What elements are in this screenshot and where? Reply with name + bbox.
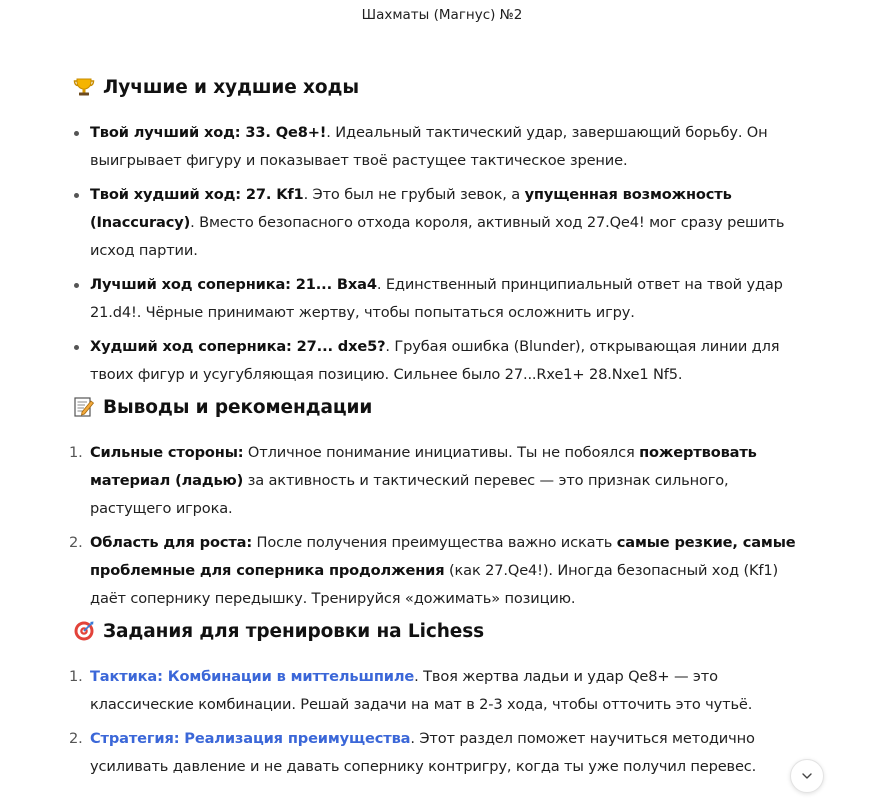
item-number: 2.	[69, 730, 83, 747]
item-lead: Лучший ход соперника: 21... Bxa4	[90, 276, 377, 293]
section-heading-lichess-tasks	[73, 620, 484, 642]
list-item	[69, 663, 813, 719]
list-item	[73, 271, 813, 327]
section-heading-text: Лучшие и худшие ходы	[103, 76, 359, 98]
scroll-to-bottom-button[interactable]	[790, 759, 824, 793]
item-emphasis: упущенная возможность (Inaccuracy)	[90, 186, 732, 231]
item-number: 2.	[69, 534, 83, 551]
item-text: . Твоя жертва ладьи и удар Qe8+ — это классические комбинации. Решай задачи на мат в 2-3 хода, чтобы отточить это чутьё.	[90, 668, 753, 713]
memo-icon	[73, 396, 95, 418]
conclusions-list	[69, 439, 813, 619]
item-lead: Твой лучший ход: 33. Qe8+!	[90, 124, 327, 141]
item-text: После получения преимущества важно искать	[252, 534, 617, 551]
section-heading-text: Задания для тренировки на Lichess	[103, 620, 485, 642]
item-text: . Единственный принципиальный ответ на твой удар 21.d4!. Чёрные принимают жертву, чтобы попытаться осложнить игру.	[90, 276, 783, 321]
list-item	[69, 439, 813, 523]
target-icon	[73, 620, 95, 642]
list-item	[69, 529, 813, 613]
section-heading-best-worst-moves	[73, 76, 359, 98]
item-text: . Этот раздел поможет научиться методично усиливать давление и не давать сопернику контригру, когда ты уже получил перевес.	[90, 730, 757, 775]
lichess-strategy-link[interactable]: Стратегия: Реализация преимущества	[90, 730, 411, 747]
list-item	[73, 181, 813, 265]
item-emphasis: пожертвовать материал (ладью)	[90, 444, 757, 489]
item-text: (как 27.Qe4!). Иногда безопасный ход (Kf1) даёт сопернику передышку. Тренируйся «дожимать» позицию.	[90, 562, 779, 607]
section-heading-text: Выводы и рекомендации	[103, 396, 373, 418]
list-item	[69, 725, 813, 781]
item-lead: Твой худший ход: 27. Kf1	[90, 186, 304, 203]
item-text: . Идеальный тактический удар, завершающий борьбу. Он выигрывает фигуру и показывает твоё растущее тактическое зрение.	[90, 124, 768, 169]
item-lead: Сильные стороны:	[90, 444, 244, 461]
item-emphasis: самые резкие, самые проблемные для соперника продолжения	[90, 534, 796, 579]
list-item	[73, 333, 813, 389]
conversation-title-bar	[0, 0, 884, 30]
lichess-tasks-list	[69, 663, 813, 787]
item-text: . Грубая ошибка (Blunder), открывающая линии для твоих фигур и усугубляющая позицию. Сильнее было 27...Rxe1+ 28.Nxe1 Nf5.	[90, 338, 780, 383]
best-worst-moves-list	[73, 119, 813, 395]
item-lead: Худший ход соперника: 27... dxe5?	[90, 338, 386, 355]
trophy-icon	[73, 76, 95, 98]
conversation-title: Шахматы (Магнус) №2	[361, 7, 523, 23]
chevron-down-icon	[801, 772, 813, 780]
item-text: за активность и тактический перевес — это признак сильного, растущего игрока.	[90, 472, 729, 517]
item-text: Отличное понимание инициативы. Ты не побоялся	[243, 444, 640, 461]
item-lead: Область для роста:	[90, 534, 253, 551]
item-text: . Вместо безопасного отхода короля, активный ход 27.Qe4! мог сразу решить исход партии.	[90, 214, 785, 259]
item-number: 1.	[69, 444, 83, 461]
section-heading-conclusions	[73, 396, 372, 418]
lichess-tactics-link[interactable]: Тактика: Комбинации в миттельшпиле	[90, 668, 415, 685]
list-item	[73, 119, 813, 175]
item-number: 1.	[69, 668, 83, 685]
item-text: . Это был не грубый зевок, а	[303, 186, 525, 203]
